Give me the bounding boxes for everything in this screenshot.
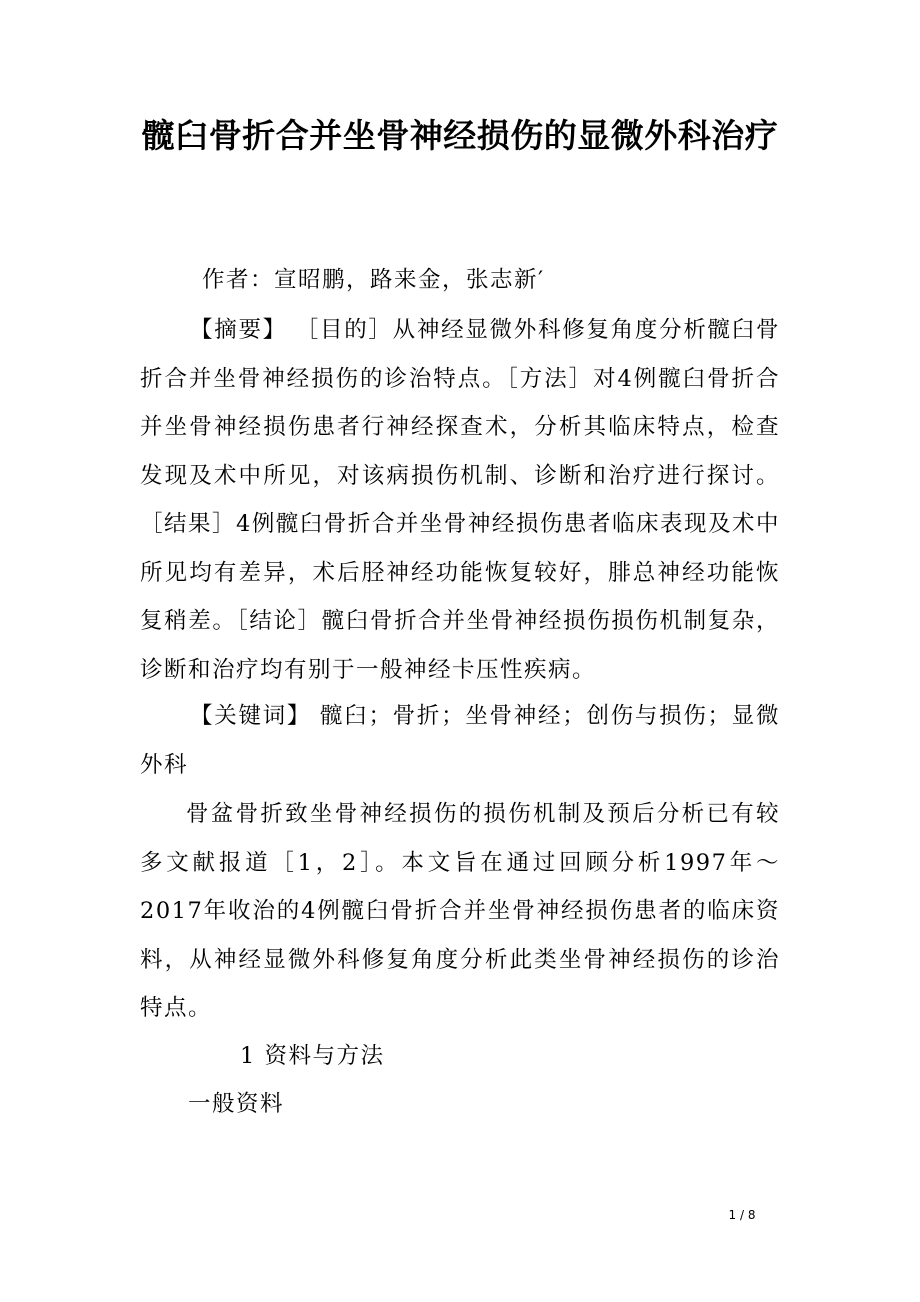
keywords-text: 髋臼；骨折；坐骨神经；创伤与损伤；显微外科 — [140, 703, 780, 778]
intro-paragraph: 骨盆骨折致坐骨神经损伤的损伤机制及预后分析已有较多文献报道［1，2］。本文旨在通过回顾分析1997年～2017年收治的4例髋臼骨折合并坐骨神经损伤患者的临床资料，从神经显微外科修复角度分析此类坐骨神经损伤的诊治特点。 — [140, 801, 780, 1021]
keywords-label: 【关键词】 — [190, 703, 312, 729]
subsection-heading: 一般资料 — [188, 1091, 285, 1117]
abstract-paragraph — [140, 306, 780, 694]
abstract-label: 【摘要】 — [190, 317, 287, 343]
keywords-paragraph — [140, 692, 780, 789]
author-line: 作者：宣昭鹏，路来金，张志新′ — [202, 267, 545, 293]
page-number: 1 / 8 — [728, 1208, 756, 1222]
document-title: 髋臼骨折合并坐骨神经损伤的显微外科治疗 — [141, 116, 779, 155]
abstract-text: ［目的］从神经显微外科修复角度分析髋臼骨折合并坐骨神经损伤的诊治特点。［方法］对4例髋臼骨折合并坐骨神经损伤患者行神经探查术，分析其临床特点，检查发现及术中所见，对该病损伤机制、诊断和治疗进行探讨。［结果］4例髋臼骨折合并坐骨神经损伤患者临床表现及术中所见均有差异，术后胫神经功能恢复较好，腓总神经功能恢复稍差。［结论］髋臼骨折合并坐骨神经损伤损伤机制复杂，诊断和治疗均有别于一般神经卡压性疾病。 — [140, 317, 780, 683]
section-heading: 1 资料与方法 — [240, 1043, 385, 1069]
